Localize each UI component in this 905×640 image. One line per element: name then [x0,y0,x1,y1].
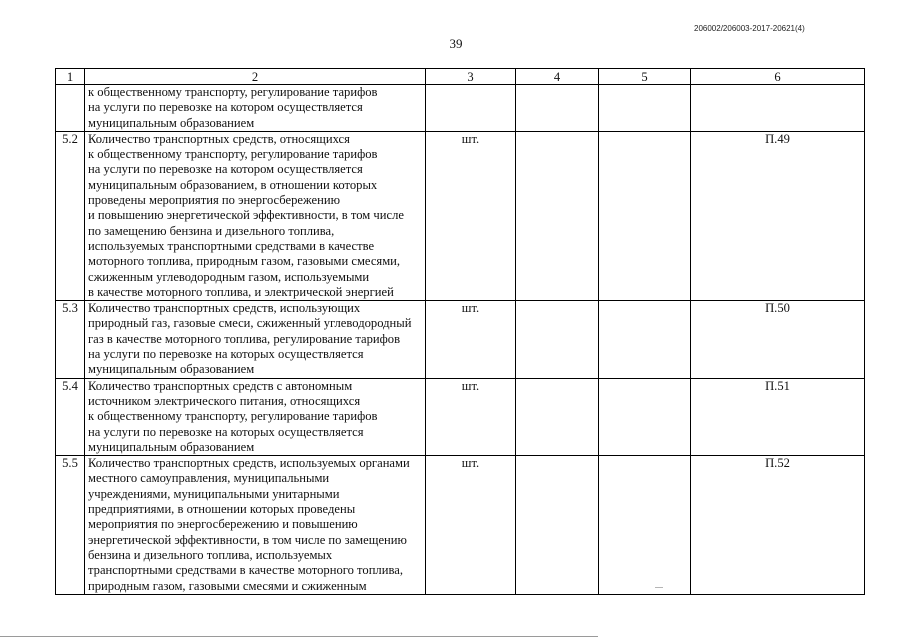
row-description [85,456,426,595]
row-description [85,85,426,132]
text-line: источником электрического питания, относящихся [88,393,361,408]
text-line: газ в качестве моторного топлива, регулирование тарифов [88,331,401,346]
text-line: Количество транспортных средств, использующих [88,301,361,316]
text-line: на услуги по перевозке на котором осуществляется [88,162,363,177]
page-number: 39 [449,36,463,51]
text-line: муниципальным образованием [88,362,255,377]
text-line: проведены мероприятия по энергосбережению [88,193,341,208]
row-number [56,85,85,132]
header-cell-6: 6 [691,69,865,85]
row-col4 [516,131,599,300]
text-line: местного самоуправления, муниципальными [88,471,330,486]
row-number: 5.3 [56,301,85,378]
text-line: природным газом, газовыми смесями и сжиженным [88,578,367,593]
row-unit [426,85,516,132]
table-row [56,378,865,455]
table-row [56,456,865,595]
text-line: на услуги по перевозке на которых осуществляется [88,347,364,362]
header-cell-5: 5 [599,69,691,85]
row-unit: шт. [426,301,516,378]
row-number: 5.5 [56,456,85,595]
text-line: мероприятия по энергосбережению и повышению [88,517,358,532]
text-line: Количество транспортных средств с автономным [88,378,353,393]
row-col5 [599,378,691,455]
header-cell-4: 4 [516,69,599,85]
text-line: на услуги по перевозке на котором осуществляется [88,100,363,115]
header-cell-3: 3 [426,69,516,85]
text-line: моторного топлива, природным газом, газовыми смесями, [88,254,401,269]
row-col5 [599,456,691,595]
text-line: Количество транспортных средств, используемых органами [88,456,410,471]
row-col4 [516,378,599,455]
row-number: 5.2 [56,131,85,300]
text-line: предприятиями, в отношении которых проведены [88,502,356,517]
text-line: энергетической эффективности, в том числе по замещению [88,532,407,547]
row-reference: П.52 [691,456,865,595]
table-row [56,301,865,378]
row-reference [691,85,865,132]
row-col5 [599,85,691,132]
row-unit: шт. [426,456,516,595]
scan-mark [655,587,663,588]
text-line: к общественному транспорту, регулирование тарифов [88,85,378,99]
table-row [56,131,865,300]
row-reference: П.49 [691,131,865,300]
row-col4 [516,456,599,595]
header-cell-1: 1 [56,69,85,85]
header-cell-2: 2 [85,69,426,85]
text-line: на услуги по перевозке на которых осуществляется [88,424,364,439]
row-description [85,301,426,378]
table-header-row [56,69,865,85]
text-line: муниципальным образованием [88,439,255,454]
row-reference: П.50 [691,301,865,378]
text-line: транспортными средствами в качестве моторного топлива, [88,563,403,578]
text-line: бензина и дизельного топлива, используемых [88,547,333,562]
row-unit: шт. [426,131,516,300]
text-line: учреждениями, муниципальными унитарными [88,486,340,501]
row-reference: П.51 [691,378,865,455]
scan-edge-line [0,636,598,637]
row-unit: шт. [426,378,516,455]
text-line: используемых транспортными средствами в качестве [88,238,375,253]
document-code: 206002/206003-2017-20621(4) [694,24,805,33]
row-col4 [516,301,599,378]
text-line: сжиженным углеводородным газом, используемыми [88,269,370,284]
text-line: Количество транспортных средств, относящихся [88,131,350,146]
text-line: муниципальным образованием [88,115,255,130]
row-number: 5.4 [56,378,85,455]
row-description [85,378,426,455]
text-line: муниципальным образованием, в отношении которых [88,177,378,192]
text-line: природный газ, газовые смеси, сжиженный углеводородный [88,316,412,331]
table-row [56,85,865,132]
text-line: в качестве моторного топлива, и электрической энергией [88,284,394,299]
text-line: к общественному транспорту, регулирование тарифов [88,147,378,162]
text-line: по замещению бензина и дизельного топлива, [88,223,335,238]
row-col5 [599,301,691,378]
row-col5 [599,131,691,300]
row-col4 [516,85,599,132]
text-line: и повышению энергетической эффективности, в том числе [88,208,404,223]
text-line: к общественному транспорту, регулирование тарифов [88,409,378,424]
row-description [85,131,426,300]
indicators-table [55,68,865,595]
